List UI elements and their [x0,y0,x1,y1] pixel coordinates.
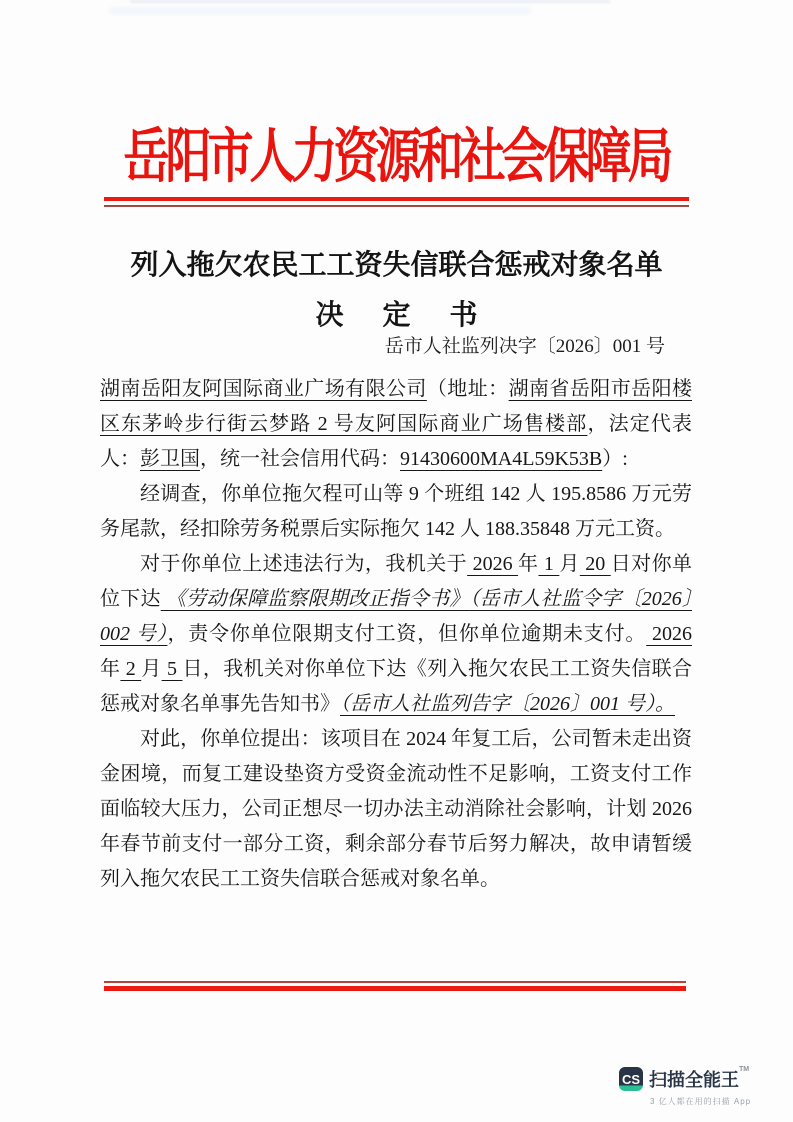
rule-thick [104,986,686,991]
rule-thin [104,205,689,207]
text-run: 5 [161,658,183,680]
trademark-symbol: TM [739,1066,750,1073]
text-run: 日，我机关对你单位下达《列入拖欠农民工工资失信联合惩戒对象名单事先告知书》 [100,658,693,715]
text-run: 经调查，你单位拖欠程可山等 9 个班组 142 人 195.8586 万元劳务尾款，经扣除劳务税票后实际拖欠 142 人 188.35848 万元工资。 [100,483,692,540]
text-run: 2026 [646,623,693,645]
text-run: 月 [559,553,580,575]
text-run: （岳市人社监列告字〔2026〕001 号）。 [340,693,675,715]
camscanner-watermark [619,1066,769,1107]
text-run: 91430600MA4L59K53B [400,448,603,470]
letterhead-agency-title: 岳阳市人力资源和社会保障局 [123,124,670,190]
document-title [0,243,793,333]
text-run: 《劳动保障监察限期改正指令书》 [160,588,470,610]
camscanner-tagline: 3 亿人都在用的扫描 App [650,1097,752,1106]
scan-artifact-bar [110,8,530,14]
text-run: ，法定代表人： [100,413,693,470]
paragraph-investigation-findings [100,477,692,547]
text-run: 月 [141,658,162,680]
text-run: 年 [518,553,539,575]
text-run: 2 [120,658,142,680]
document-body [100,372,692,897]
scan-artifact [110,0,670,16]
document-number: 岳市人社监列决字〔2026〕001 号 [384,336,665,357]
text-run: 对此，你单位提出：该项目在 2024 年复工后，公司暂未走出资金困境，而复工建设垫资方受资金流动性不足影响，工资支付工作面临较大压力，公司正想尽一切办法主动消除社会影响，计划 2026 年春节前支付一部分工资，剩余部分春节后努力解决，故申请暂缓列入拖欠农民工工资失信联合惩戒对象名单。 [100,728,692,890]
document-title-line1: 列入拖欠农民工工资失信联合惩戒对象名单 [130,250,663,281]
document-title-line2: 决 定 书 [315,300,494,331]
camscanner-brand-text: 扫描全能王 [649,1070,739,1090]
camscanner-brand [649,1066,749,1092]
text-run: 年 [100,658,121,680]
text-run: 湖南岳阳友阿国际商业广场有限公司 [100,378,427,400]
text-run: （地址： [426,378,509,400]
text-run: 对于你单位上述违法行为，我机关于 [140,553,468,575]
text-run: ，责令你单位限期支付工资，但你单位逾期未支付。 [167,623,647,645]
text-run: ）: [602,448,628,470]
text-run: 湖南省岳阳市岳阳楼区东茅岭步行街云梦路 2 号友阿国际商业广场售楼部 [100,378,693,435]
text-run: ，统一社会信用代码： [200,448,400,470]
text-run: 彭卫国 [140,448,200,470]
paragraph-company-response [100,722,692,897]
letterhead-double-rule [104,197,689,207]
text-run: 2026 [467,553,519,575]
text-run: 日对你单位下达 [100,553,693,610]
camscanner-logo-icon: CS [619,1067,643,1091]
paragraph-enforcement-actions [100,547,692,722]
scan-artifact-bar [130,0,610,3]
text-run: 1 [538,553,560,575]
text-run: 20 [579,553,611,575]
text-run: （岳市人社监令字〔2026〕002 号） [100,588,693,645]
footer-double-rule [104,981,686,991]
paragraph-company-info [100,372,692,477]
